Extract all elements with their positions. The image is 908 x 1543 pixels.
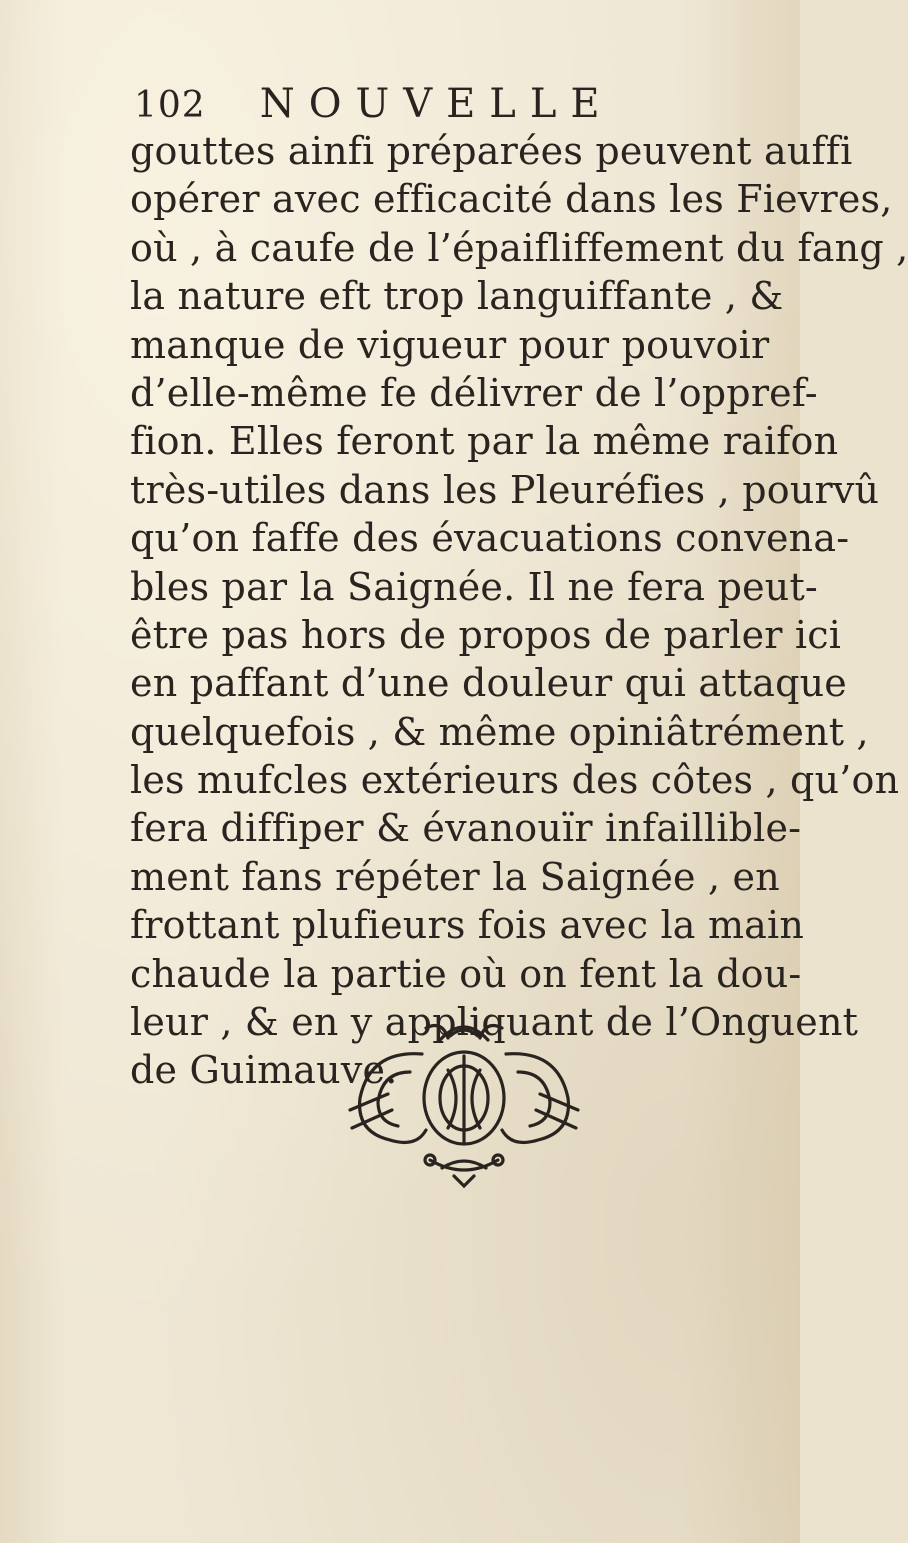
text-line: opérer avec efficacité dans les Fievres, (130, 177, 893, 222)
text-line: la nature eft trop languiffante , & (130, 274, 784, 319)
text-line: ment fans répéter la Saignée , en (130, 854, 780, 899)
text-line: en paffant d’une douleur qui attaque (130, 661, 847, 706)
text-line: fera diffiper & évanouïr infaillible- (130, 806, 802, 851)
text-line: les mufcles extérieurs des côtes , qu’on (130, 758, 900, 803)
text-line: être pas hors de propos de parler ici (130, 612, 842, 657)
text-line: manque de vigueur pour pouvoir (130, 322, 770, 367)
text-line: qu’on faffe des évacuations convena- (130, 516, 850, 561)
text-line: leur , & en y appliquant de l’Onguent (130, 1000, 859, 1045)
text-line: bles par la Saignée. Il ne fera peut- (130, 564, 818, 609)
running-title: NOUVELLE (259, 81, 614, 127)
text-line: gouttes ainfi préparées peuvent auffi (130, 129, 853, 173)
text-line: fion. Elles feront par la même raifon (130, 419, 839, 464)
text-line: d’elle-même fe délivrer de l’oppref- (130, 370, 818, 415)
running-head (134, 78, 694, 128)
text-line: très-utiles dans les Pleuréfies , pourvû (130, 467, 880, 512)
page-number: 102 (134, 85, 206, 126)
text-line: chaude la partie où on fent la dou- (130, 951, 802, 996)
text-line: quelquefois , & même opiniâtrément , (130, 709, 869, 754)
floral-vignette-icon (330, 1010, 598, 1190)
text-line: frottant plufieurs fois avec la main (130, 903, 805, 948)
text-line: de Guimauve. (130, 1048, 398, 1093)
body-text (130, 127, 908, 1095)
text-line: où , à caufe de l’épaifliffement du fang , (130, 225, 908, 270)
